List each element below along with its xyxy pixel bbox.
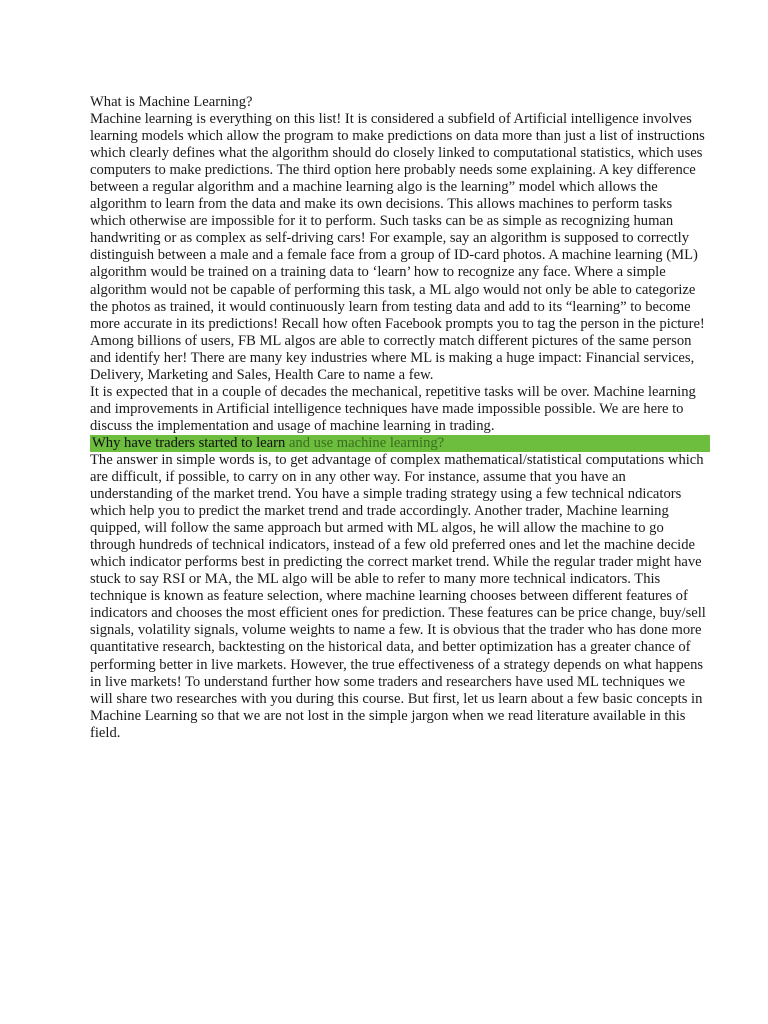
document-body (90, 94, 710, 742)
paragraph-future: It is expected that in a couple of decades the mechanical, repetitive tasks will be over. Machine learning and improvements in Artificial intelligence techniques have made impossible possible. We are here to discuss the implementation and usage of machine learning in trading. (90, 383, 696, 434)
section-heading (90, 435, 710, 452)
section-heading-part2: and use machine learning? (285, 434, 445, 451)
paragraph-traders: The answer in simple words is, to get advantage of complex mathematical/statistical computations which are difficult, if possible, to carry on in any other way. For instance, assume that you have an understanding of the market trend. You have a simple trading strategy using a few technical ndicators which help you to predict the market trend and trade accordingly. Another trader, Machine learning quipped, will follow the same approach but armed with ML algos, he will allow the machine to go through hundreds of technical indicators, instead of a few old preferred ones and let the machine decide which indicator performs best in predicting the correct market trend. While the regular trader might have stuck to say RSI or MA, the ML algo will be able to refer to many more technical indicators. This technique is known as feature selection, where machine learning chooses between different features of indicators and chooses the most efficient ones for prediction. These features can be price change, buy/sell signals, volatility signals, volume weights to name a few. It is obvious that the trader who has done more quantitative research, backtesting on the historical data, and better optimization has a greater chance of performing better in live markets. However, the true effectiveness of a strategy depends on what happens in live markets! To understand further how some traders and researchers have used ML techniques we will share two researches with you during this course. But first, let us learn about a few basic concepts in Machine Learning so that we are not lost in the simple jargon when we read literature available in this field. (90, 451, 706, 741)
paragraph-intro: Machine learning is everything on this list! It is considered a subfield of Artificial intelligence involves learning models which allow the program to make predictions on data more than just a list of instructions which clearly defines what the algorithm should do closely linked to computational statistics, which uses computers to make predictions. The third option here probably needs some explaining. A key difference between a regular algorithm and a machine learning algo is the learning” model which allows the algorithm to learn from the data and make its own decisions. This allows machines to perform tasks which otherwise are impossible for it to perform. Such tasks can be as simple as recognizing human handwriting or as complex as self-driving cars! For example, say an algorithm is supposed to correctly distinguish between a male and a female face from a group of ID-card photos. A machine learning (ML) algorithm would be trained on a training data to ‘learn’ how to recognize any face. Where a simple algorithm would not be capable of performing this task, a ML algo would not only be able to categorize the photos as trained, it would continuously learn from testing data and add to its “learning” to become more accurate in its predictions! Recall how often Facebook prompts you to tag the person in the picture! Among billions of users, FB ML algos are able to correctly match different pictures of the same person and identify her! There are many key industries where ML is making a huge impact: Financial services, Delivery, Marketing and Sales, Health Care to name a few. (90, 111, 705, 383)
section-heading-part1: Why have traders started to learn (92, 434, 286, 451)
document-title: What is Machine Learning? (90, 94, 253, 110)
